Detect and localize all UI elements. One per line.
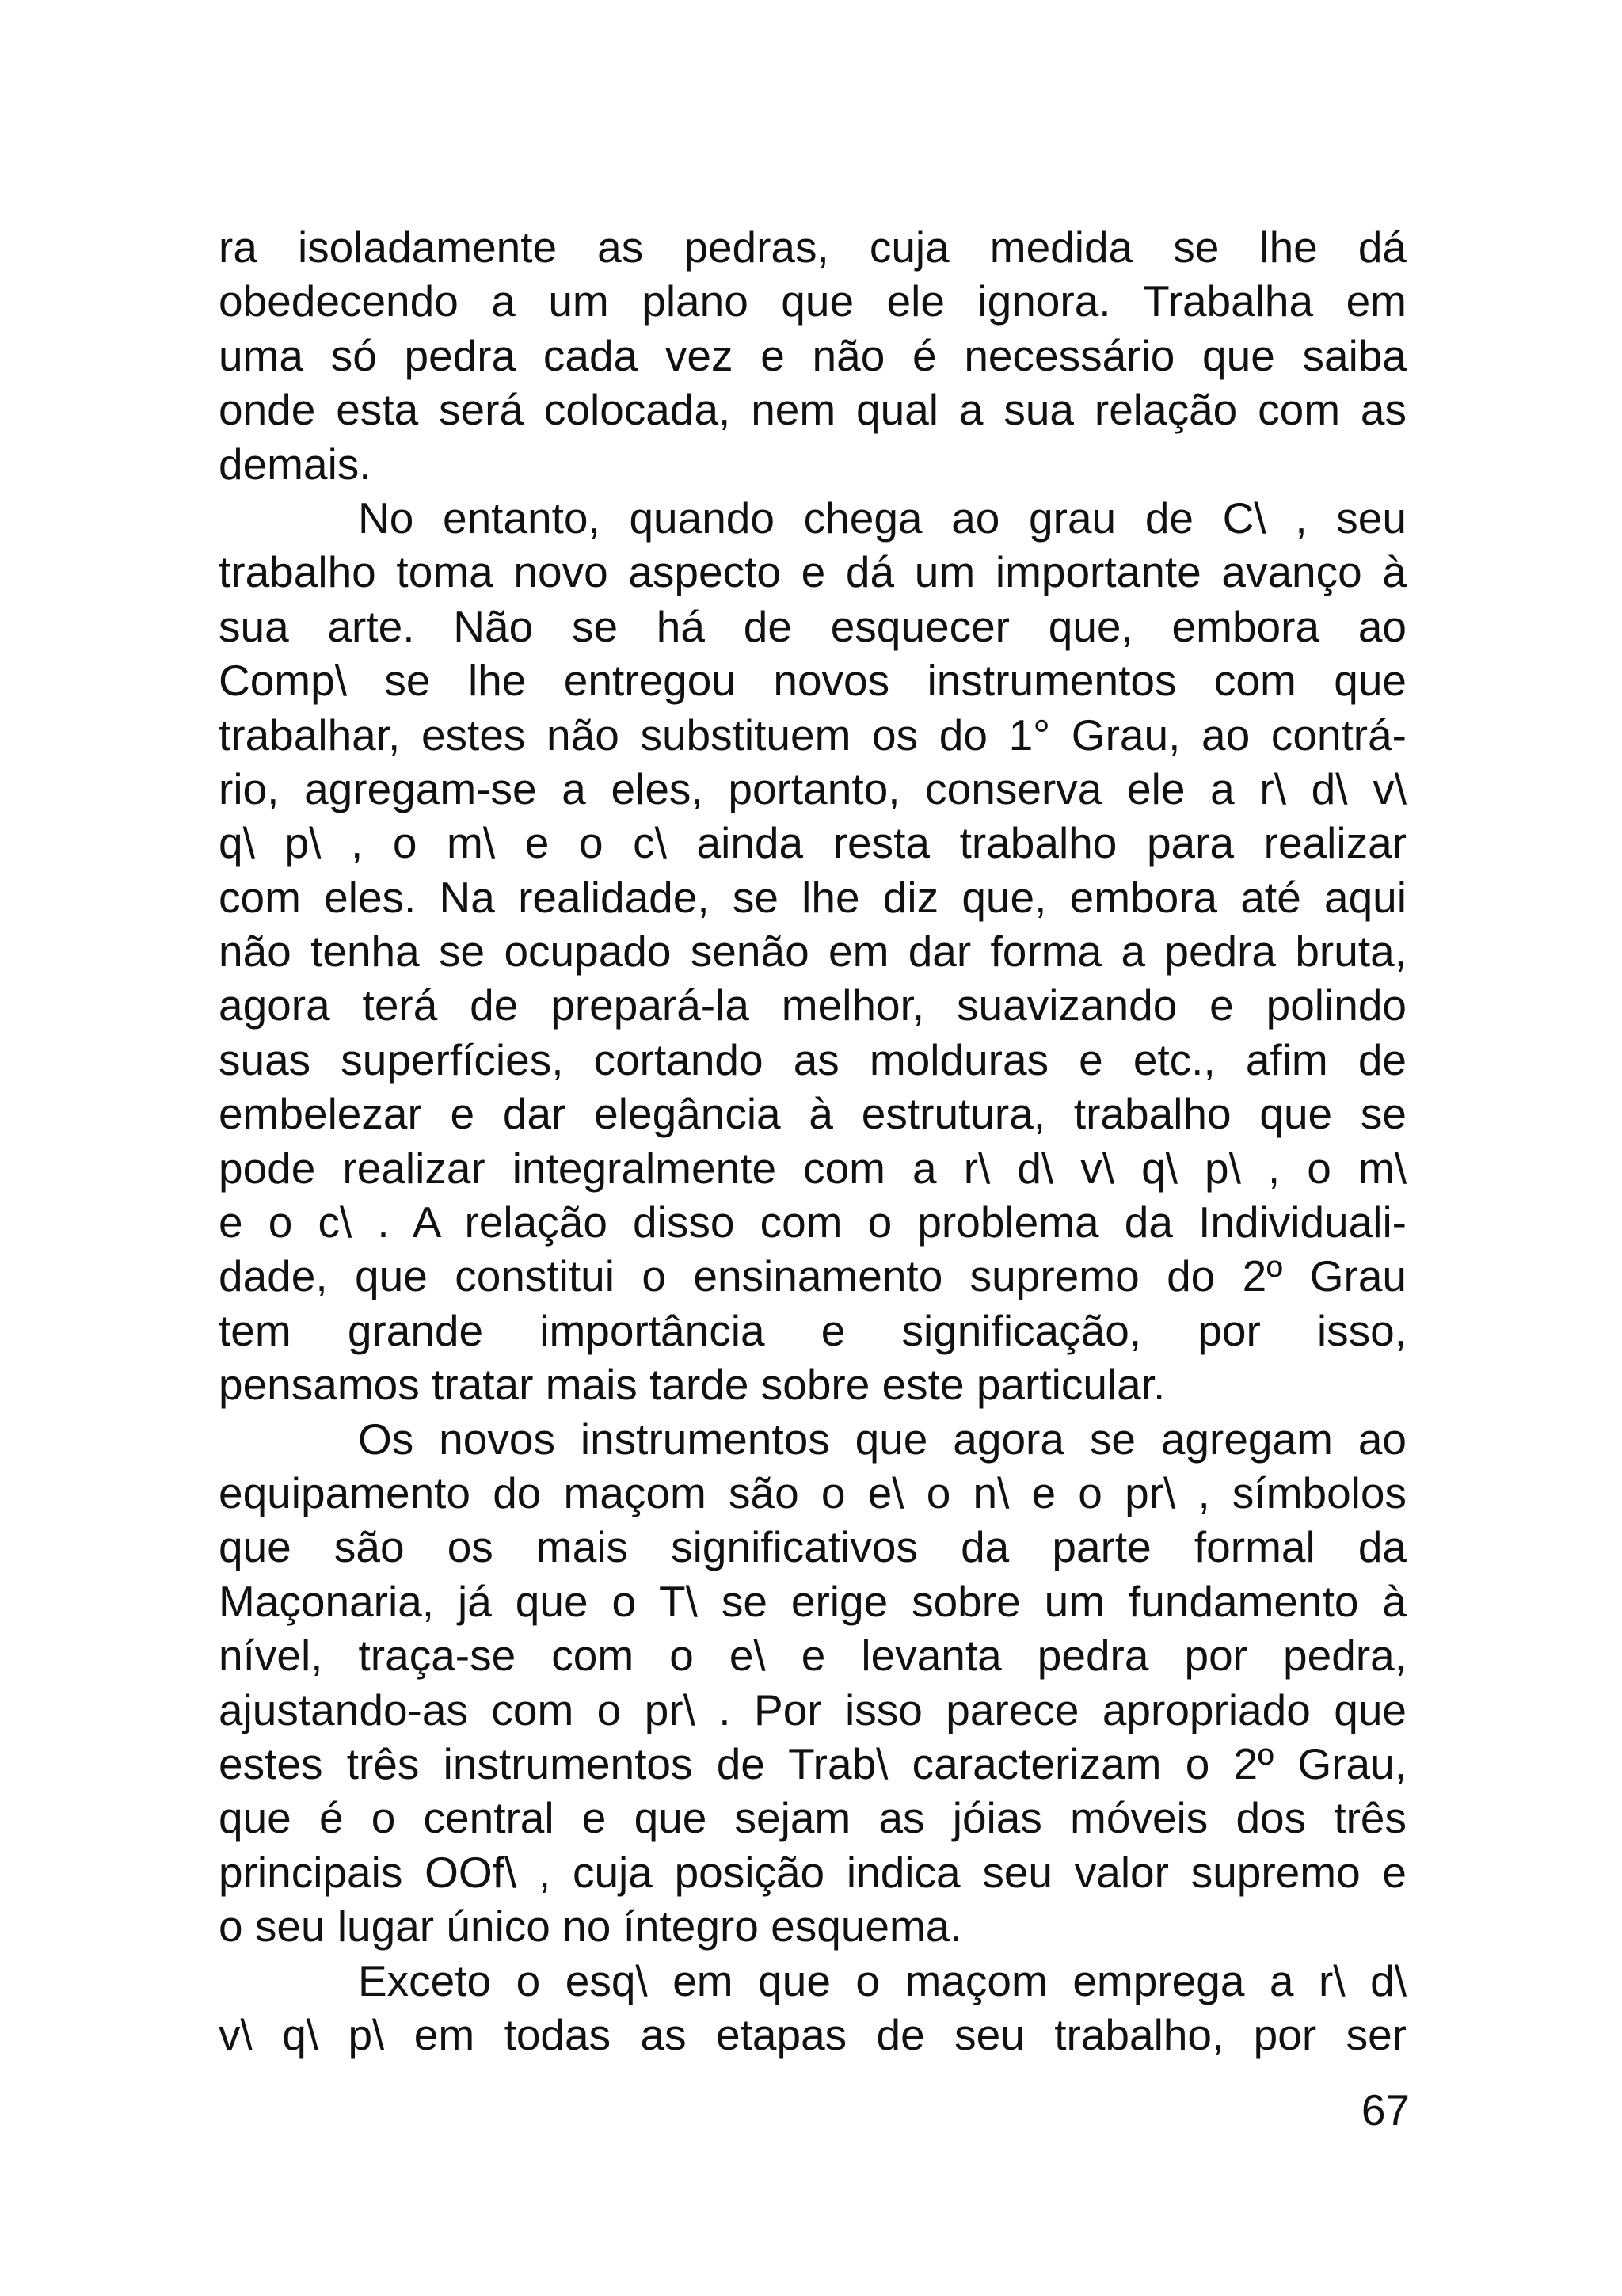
text-line: dade, que constitui o ensinamento supremo do 2º Grau [219, 1251, 1407, 1301]
text-line: obedecendo a um plano que ele ignora. Trabalha em [219, 276, 1407, 326]
text-line: trabalhar, estes não substituem os do 1° Grau, ao contrá- [219, 710, 1407, 760]
text-line: rio, agregam-se a eles, portanto, conserva ele a r\ d\ v\ [219, 763, 1407, 813]
text-line: Comp\ se lhe entregou novos instrumentos com que [219, 656, 1407, 706]
text-line: Exceto o esq\ em que o maçom emprega a r\ d\ [358, 1955, 1407, 2005]
text-line: pode realizar integralmente com a r\ d\ v\ q\ p\ , o m\ [219, 1143, 1407, 1193]
text-line: suas superfícies, cortando as molduras e etc., afim de [219, 1034, 1407, 1084]
text-line: tem grande importância e significação, por isso, [219, 1305, 1407, 1355]
text-line: Os novos instrumentos que agora se agregam ao [358, 1414, 1407, 1464]
text-line: nível, traça-se com o e\ e levanta pedra por pedra, [219, 1631, 1407, 1681]
text-line: ra isoladamente as pedras, cuja medida se lhe dá [219, 223, 1407, 272]
text-line: embelezar e dar elegância à estrutura, trabalho que se [219, 1089, 1407, 1139]
text-line: q\ p\ , o m\ e o c\ ainda resta trabalho para realizar [219, 818, 1407, 868]
text-line: trabalho toma novo aspecto e dá um importante avanço à [219, 547, 1407, 597]
text-line: principais OOf\ , cuja posição indica seu valor supremo e [219, 1847, 1407, 1897]
text-line: não tenha se ocupado senão em dar forma a pedra bruta, [219, 927, 1407, 977]
text-line: v\ q\ p\ em todas as etapas de seu trabalho, por ser [219, 2009, 1407, 2059]
text-line: uma só pedra cada vez e não é necessário que saiba [219, 330, 1407, 380]
text-line: Maçonaria, já que o T\ se erige sobre um fundamento à [219, 1576, 1407, 1626]
text-line: pensamos tratar mais tarde sobre este particular. [219, 1360, 1166, 1410]
text-line: sua arte. Não se há de esquecer que, embora ao [219, 601, 1407, 651]
text-line: No entanto, quando chega ao grau de C\ , seu [358, 493, 1407, 543]
text-line: ajustando-as com o pr\ . Por isso parece apropriado que [219, 1685, 1407, 1734]
text-line: com eles. Na realidade, se lhe diz que, embora até aqui [219, 872, 1407, 922]
text-line: e o c\ . A relação disso com o problema da Individuali- [219, 1197, 1407, 1247]
text-line: equipamento do maçom são o e\ o n\ e o pr\ , símbolos [219, 1468, 1407, 1517]
text-line: demais. [219, 439, 371, 489]
text-line: agora terá de prepará-la melhor, suavizando e polindo [219, 980, 1407, 1030]
text-line: que é o central e que sejam as jóias móveis dos três [219, 1793, 1407, 1843]
text-line: estes três instrumentos de Trab\ caracterizam o 2º Grau, [219, 1738, 1407, 1788]
page-number: 67 [1361, 2085, 1410, 2134]
body-text [219, 220, 1407, 2062]
text-line: que são os mais significativos da parte formal da [219, 1522, 1407, 1572]
text-line: onde esta será colocada, nem qual a sua relação com as [219, 385, 1407, 435]
text-line: o seu lugar único no íntegro esquema. [219, 1902, 962, 1951]
